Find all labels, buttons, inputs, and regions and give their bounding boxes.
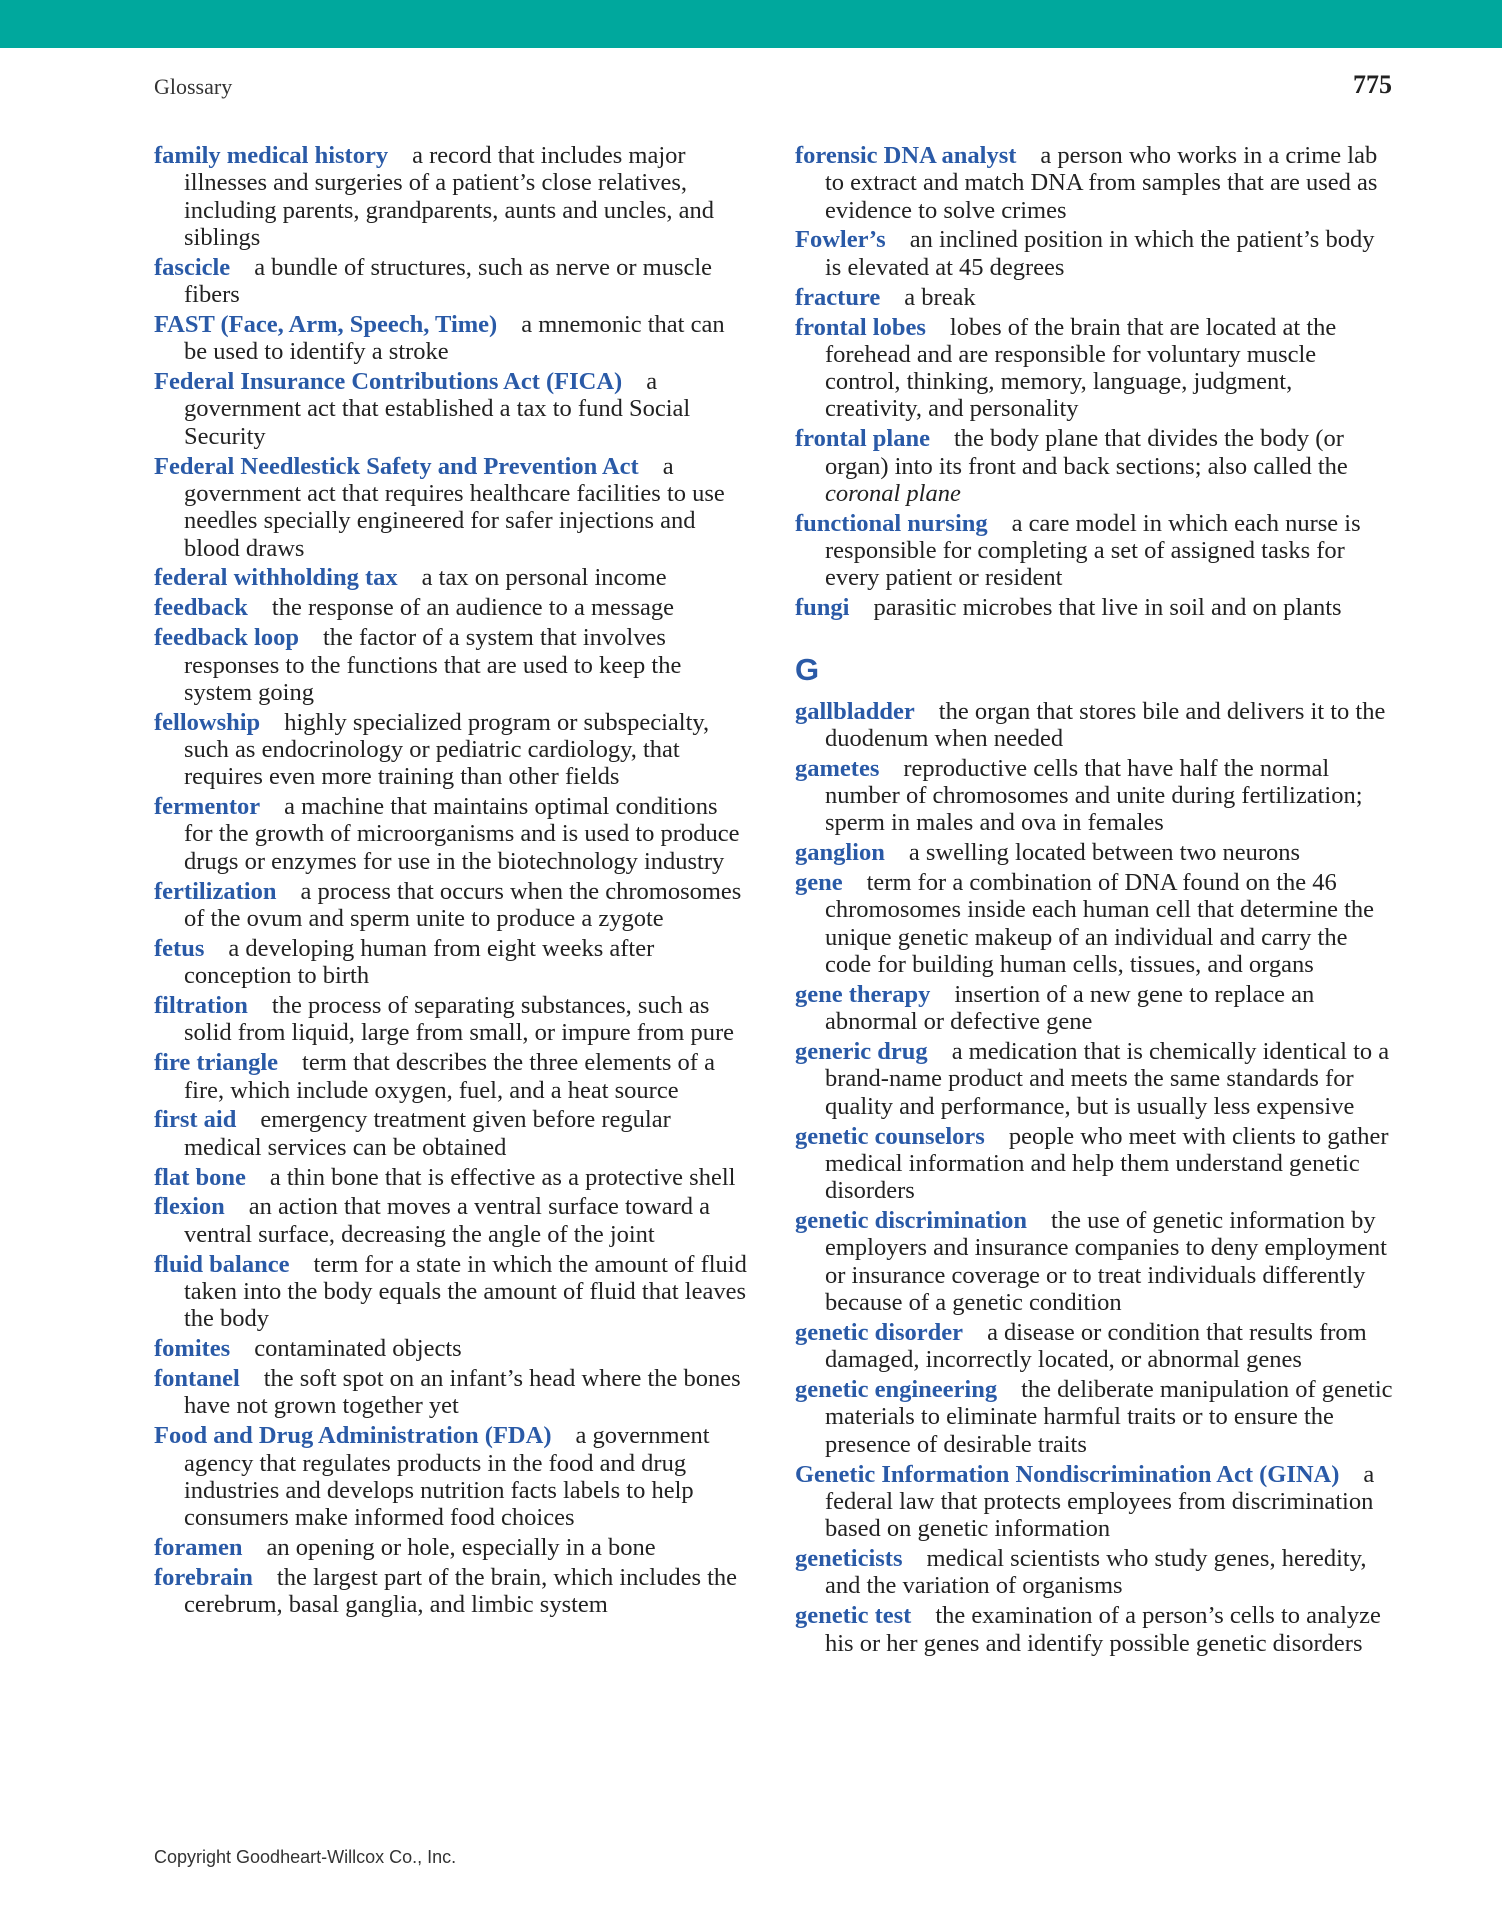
glossary-entry — [154, 311, 748, 366]
glossary-term: Federal Insurance Contributions Act (FICA) — [154, 368, 623, 396]
running-head: Glossary — [154, 74, 233, 99]
glossary-term: filtration — [154, 992, 248, 1020]
glossary-entry — [154, 793, 748, 875]
glossary-term: genetic engineering — [795, 1376, 998, 1404]
glossary-entry — [154, 878, 748, 933]
glossary-definition: highly specialized program or subspecialty, such as endocrinology or pediatric cardiology, that requires even more training than other fields — [184, 708, 710, 791]
glossary-term: flexion — [154, 1193, 225, 1221]
glossary-term: foramen — [154, 1534, 243, 1562]
glossary-entry — [795, 698, 1395, 753]
glossary-entry — [795, 142, 1395, 224]
left-column — [154, 142, 748, 1621]
glossary-entry — [154, 142, 748, 251]
glossary-definition: emergency treatment given before regular medical services can be obtained — [184, 1106, 671, 1161]
glossary-definition: a process that occurs when the chromosomes of the ovum and sperm unite to produce a zygote — [184, 877, 742, 932]
glossary-term: geneticists — [795, 1545, 903, 1573]
glossary-entry — [154, 368, 748, 450]
glossary-definition: term for a combination of DNA found on the 46 chromosomes inside each human cell that determine the unique genetic makeup of an individual and carry the code for building human cells, tissues, and organs — [825, 869, 1375, 979]
glossary-entry — [795, 425, 1395, 507]
glossary-definition: contaminated objects — [254, 1335, 462, 1363]
glossary-term: forensic DNA analyst — [795, 142, 1017, 169]
glossary-term: Food and Drug Administration (FDA) — [154, 1422, 552, 1450]
glossary-definition: a thin bone that is effective as a protective shell — [269, 1163, 736, 1191]
glossary-entry — [154, 992, 748, 1047]
glossary-term: fertilization — [154, 877, 277, 905]
glossary-entry — [154, 564, 748, 591]
glossary-term: Federal Needlestick Safety and Prevention Act — [154, 452, 639, 480]
glossary-term: genetic discrimination — [795, 1207, 1028, 1235]
glossary-definition: a medication that is chemically identical to a brand-name product and meets the same standards for quality and performance, but is usually less expensive — [825, 1038, 1390, 1120]
glossary-entry — [795, 839, 1395, 866]
glossary-entry — [795, 314, 1395, 423]
glossary-definition: the deliberate manipulation of genetic materials to eliminate harmful traits or to ensure the presence of desirable traits — [825, 1376, 1393, 1458]
glossary-definition: medical scientists who study genes, heredity, and the variation of organisms — [825, 1545, 1367, 1600]
glossary-term: flat bone — [154, 1163, 246, 1191]
glossary-entry — [795, 1545, 1395, 1600]
glossary-term: generic drug — [795, 1038, 928, 1066]
glossary-entry — [795, 755, 1395, 837]
top-color-band — [0, 0, 1502, 48]
glossary-entry — [154, 1164, 748, 1191]
glossary-definition: a care model in which each nurse is responsible for completing a set of assigned tasks for every patient or resident — [825, 509, 1361, 592]
glossary-definition: the factor of a system that involves responses to the functions that are used to keep the system going — [184, 624, 682, 706]
glossary-entry — [154, 1106, 748, 1161]
glossary-term: first aid — [154, 1106, 237, 1134]
glossary-definition: a bundle of structures, such as nerve or muscle fibers — [184, 253, 713, 309]
glossary-term: frontal plane — [795, 425, 930, 453]
glossary-term: fire triangle — [154, 1049, 279, 1077]
glossary-definition: a disease or condition that results from damaged, incorrectly located, or abnormal genes — [825, 1318, 1367, 1374]
glossary-term: family medical history — [154, 142, 389, 169]
glossary-term: gene — [795, 869, 843, 897]
glossary-definition: lobes of the brain that are located at the forehead and are responsible for voluntary muscle control, thinking, memory, language, judgment, creativity, and personality — [825, 313, 1337, 423]
glossary-term: fetus — [154, 934, 205, 962]
glossary-definition: people who meet with clients to gather medical information and help them understand genetic disorders — [825, 1122, 1389, 1205]
glossary-definition: insertion of a new gene to replace an abnormal or defective gene — [825, 980, 1315, 1036]
glossary-definition: the use of genetic information by employers and insurance companies to deny employment or insurance coverage or to treat individuals differently because of a genetic condition — [825, 1207, 1387, 1316]
glossary-term: forebrain — [154, 1563, 253, 1591]
glossary-entry — [795, 1319, 1395, 1374]
glossary-definition: a tax on personal income — [421, 564, 667, 592]
glossary-term: gallbladder — [795, 697, 915, 725]
glossary-entry — [795, 1207, 1395, 1316]
glossary-term: feedback — [154, 594, 248, 622]
glossary-entry — [154, 1365, 748, 1420]
glossary-term: fracture — [795, 283, 881, 311]
right-column — [795, 142, 1395, 1659]
glossary-definition: the process of separating substances, such as solid from liquid, large from small, or impure from pure — [184, 992, 735, 1047]
glossary-entry — [795, 594, 1395, 621]
glossary-entry — [154, 1422, 748, 1531]
glossary-definition: the response of an audience to a message — [271, 594, 674, 622]
glossary-entry — [795, 1123, 1395, 1205]
glossary-entry — [795, 869, 1395, 978]
glossary-definition: a swelling located between two neurons — [908, 839, 1301, 867]
glossary-entry — [154, 1335, 748, 1362]
glossary-term: federal withholding tax — [154, 564, 398, 592]
glossary-entry — [154, 1193, 748, 1248]
glossary-definition: a break — [904, 283, 976, 311]
glossary-term: genetic disorder — [795, 1318, 964, 1346]
section-letter-g: G — [795, 651, 820, 687]
glossary-definition: the organ that stores bile and delivers it to the duodenum when needed — [825, 697, 1386, 752]
glossary-definition: parasitic microbes that live in soil and on plants — [873, 594, 1342, 622]
glossary-entry — [795, 284, 1395, 311]
glossary-definition: an opening or hole, especially in a bone — [266, 1534, 656, 1562]
copyright-footer: Copyright Goodheart-Willcox Co., Inc. — [154, 1847, 457, 1867]
glossary-term: ganglion — [795, 839, 885, 867]
glossary-term: gametes — [795, 754, 880, 782]
glossary-entry — [154, 453, 748, 562]
glossary-term: feedback loop — [154, 624, 299, 652]
glossary-definition: a record that includes major illnesses and surgeries of a patient’s close relatives, including parents, grandparents, aunts and uncles, and siblings — [184, 142, 715, 251]
glossary-term: genetic test — [795, 1602, 912, 1630]
glossary-definition: reproductive cells that have half the normal number of chromosomes and unite during fertilization; sperm in males and ova in females — [825, 754, 1363, 837]
glossary-term: fomites — [154, 1335, 231, 1363]
glossary-entry — [795, 1461, 1395, 1543]
glossary-entry — [795, 510, 1395, 592]
glossary-entry — [154, 709, 748, 791]
glossary-term: FAST (Face, Arm, Speech, Time) — [154, 310, 498, 338]
glossary-entry — [795, 226, 1395, 281]
glossary-term: fellowship — [154, 708, 261, 736]
glossary-term: fluid balance — [154, 1250, 290, 1278]
glossary-definition: a machine that maintains optimal conditions for the growth of microorganisms and is used to produce drugs or enzymes for use in the biotechnology industry — [184, 793, 740, 875]
glossary-definition: a person who works in a crime lab to extract and match DNA from samples that are used as evidence to solve crimes — [825, 142, 1378, 224]
glossary-term: genetic counselors — [795, 1122, 985, 1150]
glossary-term: gene therapy — [795, 980, 931, 1008]
glossary-entry — [154, 1251, 748, 1333]
glossary-definition: a federal law that protects employees from discrimination based on genetic information — [825, 1460, 1375, 1543]
glossary-definition: a government act that established a tax to fund Social Security — [184, 368, 691, 450]
glossary-term: Genetic Information Nondiscrimination Act (GINA) — [795, 1460, 1340, 1488]
glossary-term: fungi — [795, 594, 850, 622]
glossary-term: fermentor — [154, 793, 261, 821]
glossary-definition: a developing human from eight weeks after conception to birth — [184, 934, 655, 990]
glossary-definition: the examination of a person’s cells to analyze his or her genes and identify possible genetic disorders — [825, 1602, 1381, 1657]
glossary-entry — [154, 624, 748, 706]
glossary-entry — [154, 1564, 748, 1619]
glossary-term: Fowler’s — [795, 226, 886, 254]
glossary-definition: the body plane that divides the body (or organ) into its front and back sections; also called the — [825, 425, 1348, 480]
glossary-definition: an inclined position in which the patient’s body is elevated at 45 degrees — [825, 226, 1375, 281]
glossary-entry — [154, 1049, 748, 1104]
glossary-definition: a government act that requires healthcare facilities to use needles specially engineered for safer injections and blood draws — [184, 452, 725, 562]
glossary-term: fontanel — [154, 1365, 240, 1393]
glossary-entry — [154, 254, 748, 309]
glossary-term: fascicle — [154, 253, 231, 281]
glossary-entry — [795, 981, 1395, 1036]
glossary-term: frontal lobes — [795, 313, 926, 341]
glossary-definition: term that describes the three elements of a fire, which include oxygen, fuel, and a heat source — [184, 1049, 715, 1104]
glossary-definition: term for a state in which the amount of fluid taken into the body equals the amount of fluid that leaves the body — [184, 1250, 747, 1333]
page-number: 775 — [1353, 70, 1392, 99]
glossary-definition-emphasis: coronal plane — [825, 479, 961, 507]
glossary-entry — [795, 1376, 1395, 1458]
glossary-entry — [795, 1038, 1395, 1120]
glossary-definition: the largest part of the brain, which includes the cerebrum, basal ganglia, and limbic system — [184, 1563, 738, 1619]
glossary-definition: an action that moves a ventral surface toward a ventral surface, decreasing the angle of the joint — [184, 1193, 710, 1248]
glossary-entry — [154, 1534, 748, 1561]
glossary-entry — [795, 1602, 1395, 1657]
glossary-definition: the soft spot on an infant’s head where the bones have not grown together yet — [184, 1365, 741, 1420]
glossary-entry — [154, 935, 748, 990]
glossary-entry — [154, 594, 748, 621]
f-entries — [795, 142, 1395, 622]
glossary-term: functional nursing — [795, 509, 988, 537]
glossary-definition: a mnemonic that can be used to identify a stroke — [184, 310, 725, 366]
glossary-definition: a government agency that regulates products in the food and drug industries and develops nutrition facts labels to help consumers make informed food choices — [184, 1422, 710, 1532]
g-entries — [795, 698, 1395, 1657]
